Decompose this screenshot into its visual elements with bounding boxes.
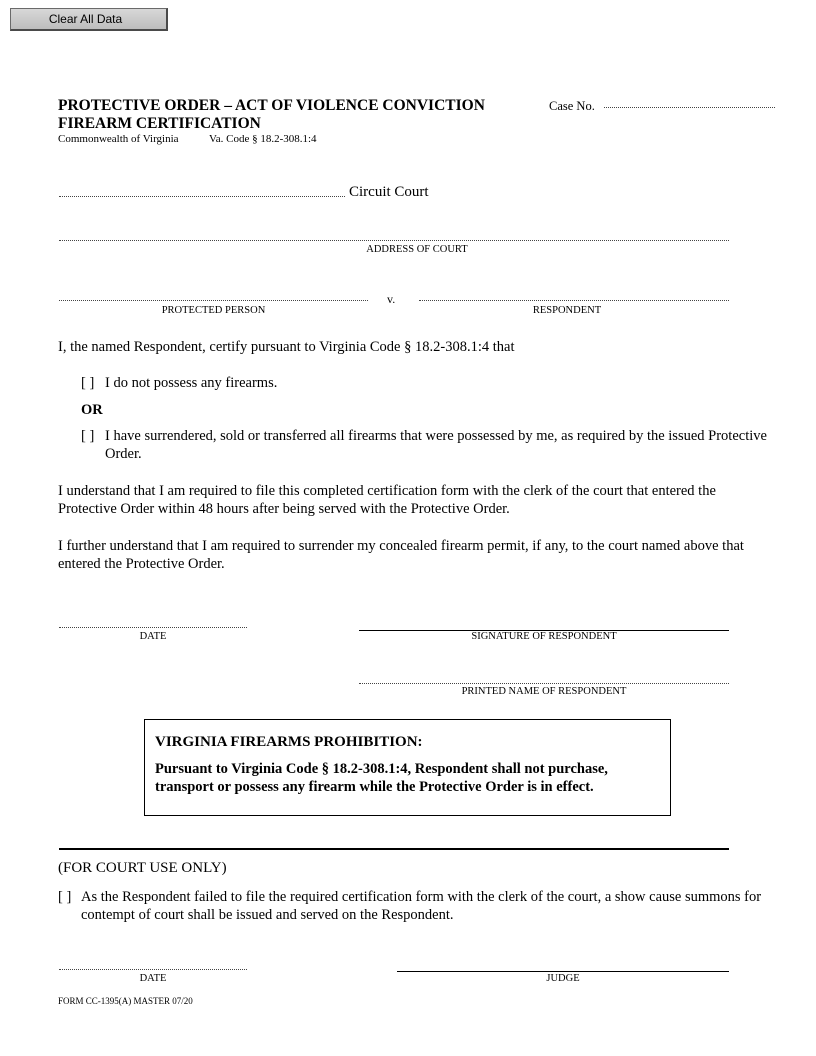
option1-checkbox[interactable]: [ ] xyxy=(81,375,95,391)
case-number-label: Case No. xyxy=(549,99,595,113)
date-label: DATE xyxy=(139,631,167,642)
certification-intro: I, the named Respondent, certify pursuant to Virginia Code § 18.2-308.1:4 that xyxy=(58,339,515,355)
court-date-field[interactable] xyxy=(59,969,247,970)
option2-text: I have surrendered, sold or transferred all firearms that were possessed by me, as required by the issued Protective Order. xyxy=(105,428,767,462)
judge-label: JUDGE xyxy=(546,973,580,984)
protected-person-field[interactable] xyxy=(59,300,368,301)
circuit-court-label: Circuit Court xyxy=(349,184,429,200)
court-name-field[interactable] xyxy=(59,196,345,197)
case-number-field[interactable] xyxy=(604,107,775,108)
court-address-field[interactable] xyxy=(59,240,729,241)
form-title-line1: PROTECTIVE ORDER – ACT OF VIOLENCE CONVICTION xyxy=(58,97,485,114)
prohibition-notice-box xyxy=(144,719,671,816)
printed-name-field[interactable] xyxy=(359,683,729,684)
show-cause-checkbox[interactable]: [ ] xyxy=(58,889,72,905)
signature-of-respondent-label: SIGNATURE OF RESPONDENT xyxy=(471,631,617,642)
filing-requirement-paragraph: I understand that I am required to file this completed certification form with the clerk of the court that entered the Protective Order within 48 hours after being served with the Protective Order. xyxy=(58,483,716,517)
respondent-field[interactable] xyxy=(419,300,729,301)
judge-signature-field[interactable] xyxy=(397,971,729,972)
printed-name-of-respondent-label: PRINTED NAME OF RESPONDENT xyxy=(461,686,627,697)
respondent-label: RESPONDENT xyxy=(532,305,602,316)
or-label: OR xyxy=(81,402,103,418)
court-date-label: DATE xyxy=(139,973,167,984)
form-title-line2: FIREARM CERTIFICATION xyxy=(58,115,261,132)
option2-checkbox[interactable]: [ ] xyxy=(81,428,95,444)
court-use-divider xyxy=(59,848,729,850)
code-reference: Va. Code § 18.2-308.1:4 xyxy=(209,133,317,145)
address-of-court-label: ADDRESS OF COURT xyxy=(366,244,468,255)
court-use-heading: (FOR COURT USE ONLY) xyxy=(58,860,227,876)
clear-all-data-button[interactable]: Clear All Data xyxy=(10,8,168,31)
prohibition-text: Pursuant to Virginia Code § 18.2-308.1:4, Respondent shall not purchase, transport or possess any firearm while the Protective Order is in effect. xyxy=(155,761,608,795)
form-id: FORM CC-1395(A) MASTER 07/20 xyxy=(58,996,193,1006)
protected-person-label: PROTECTED PERSON xyxy=(161,305,266,316)
option1-text: I do not possess any firearms. xyxy=(105,375,278,391)
prohibition-heading: VIRGINIA FIREARMS PROHIBITION: xyxy=(155,734,423,750)
show-cause-text: As the Respondent failed to file the required certification form with the clerk of the court, a show cause summons for contempt of court shall be issued and served on the Respondent. xyxy=(81,889,762,923)
date-field[interactable] xyxy=(59,627,247,628)
jurisdiction: Commonwealth of Virginia xyxy=(58,133,179,145)
permit-surrender-paragraph: I further understand that I am required to surrender my concealed firearm permit, if any, to the court named above that entered the Protective Order. xyxy=(58,538,744,572)
versus-label: v. xyxy=(387,292,396,306)
